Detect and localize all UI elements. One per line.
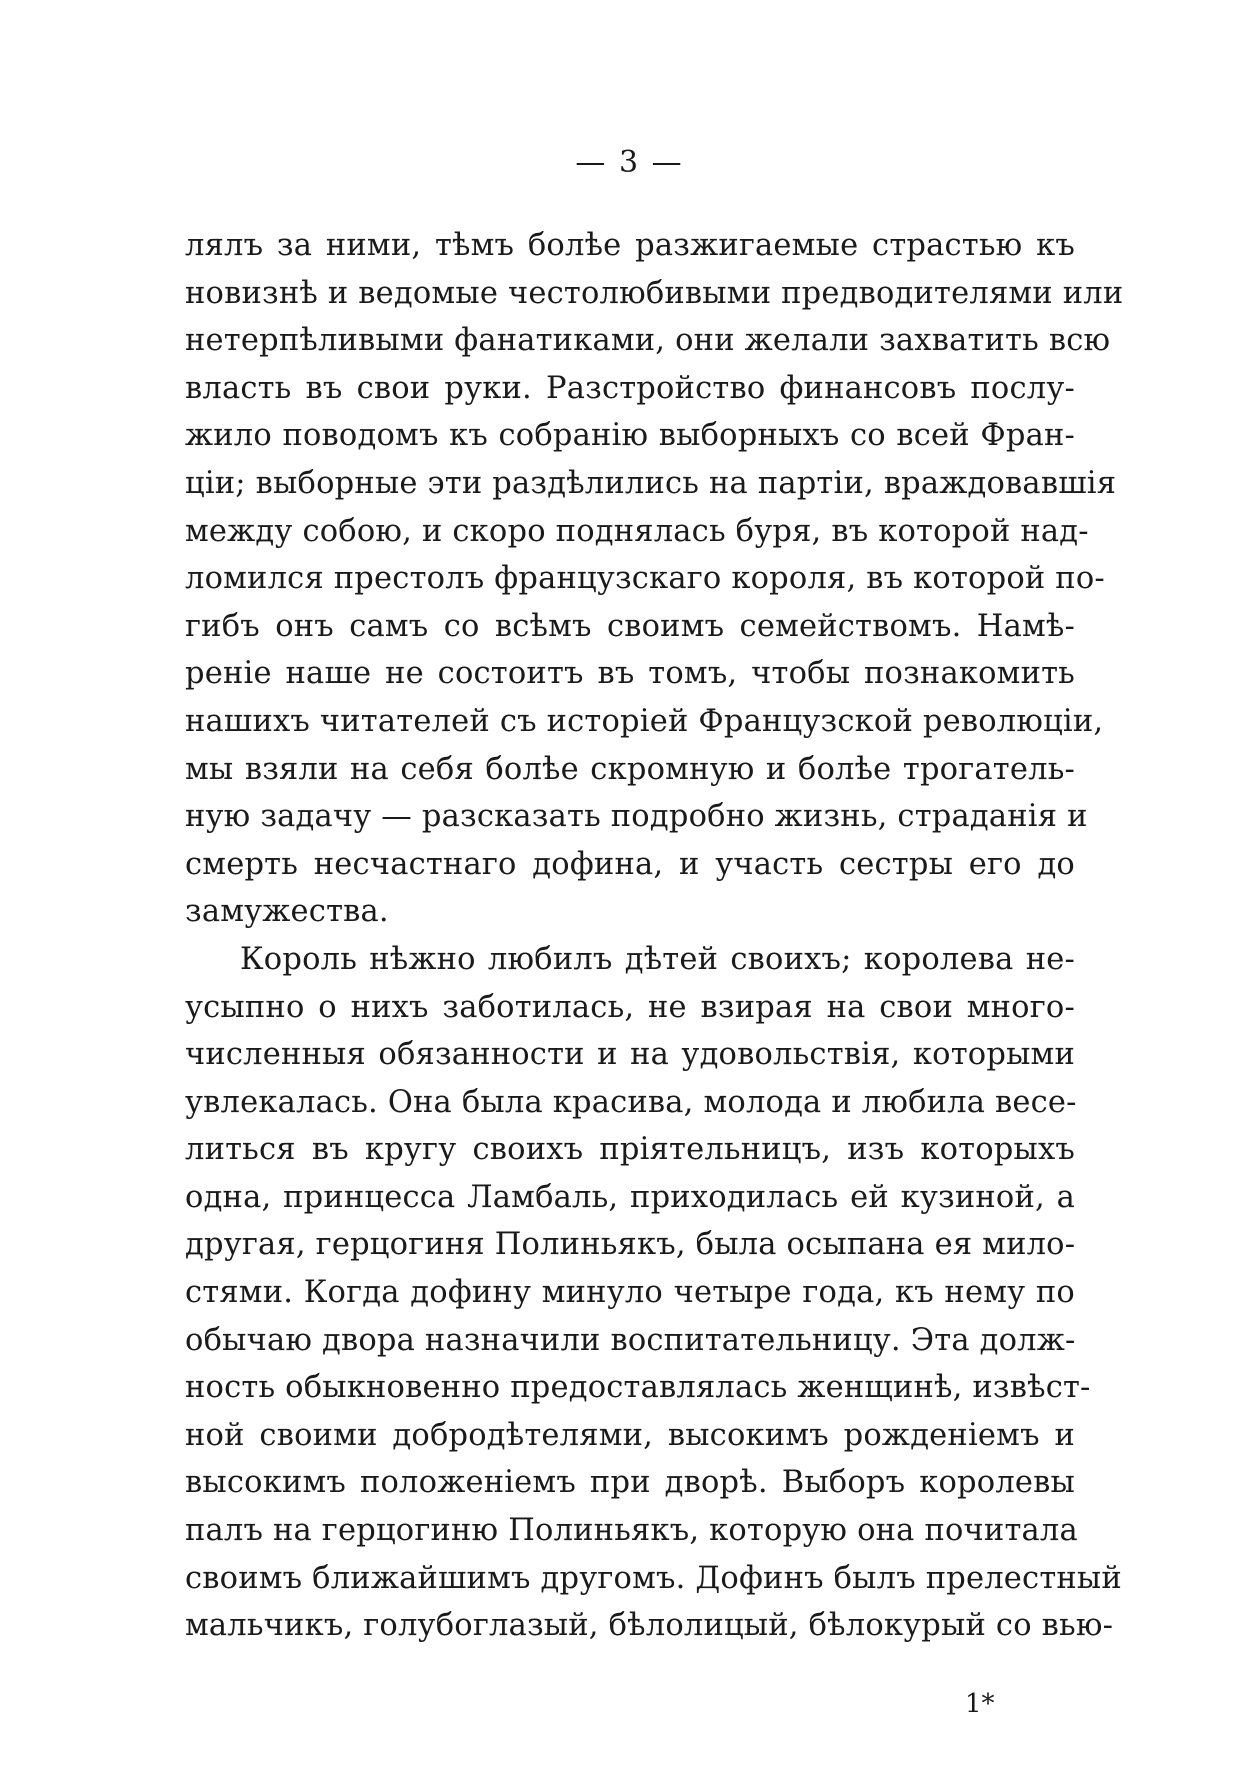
text-line: ціи; выборные эти раздѣлились на партіи, враждовавшія — [185, 465, 1117, 501]
text-line: литься въ кругу своихъ пріятельницъ, изъ которыхъ — [185, 1132, 1075, 1168]
text-line: власть въ свои руки. Разстройство финансовъ послу- — [185, 370, 1075, 406]
text-line: лялъ за ними, тѣмъ болѣе разжигаемые страстью къ — [185, 228, 1075, 263]
body-text — [185, 222, 1124, 1650]
text-line: гибъ онъ самъ со всѣмъ своимъ семействомъ. Намѣ- — [185, 608, 1075, 644]
text-line: новизнѣ и ведомые честолюбивыми предводителями или — [185, 275, 1124, 311]
text-line: увлекалась. Она была красива, молода и любила весе- — [185, 1084, 1077, 1120]
text-line: замужества. — [185, 894, 389, 930]
text-line: высокимъ положеніемъ при дворѣ. Выборъ королевы — [185, 1465, 1075, 1501]
text-line: численныя обязанности и на удовольствія, которыми — [185, 1037, 1075, 1073]
printer-signature-mark: 1* — [965, 1689, 995, 1719]
text-line: Король нѣжно любилъ дѣтей своихъ; королева не- — [240, 941, 1075, 977]
text-line: ность обыкновенно предоставлялась женщинѣ, извѣст- — [185, 1370, 1091, 1406]
text-line: смерть несчастнаго дофина, и участь сестры его до — [185, 846, 1075, 882]
text-line: стями. Когда дофину минуло четыре года, къ нему по — [185, 1275, 1075, 1311]
text-line: усыпно о нихъ заботилась, не взирая на свои много- — [185, 989, 1075, 1025]
text-line: нашихъ читателей съ исторіей Французской революціи, — [185, 703, 1104, 739]
text-line: палъ на герцогиню Полиньякъ, которую она почитала — [185, 1513, 1078, 1549]
text-line: своимъ ближайшимъ другомъ. Дофинъ былъ прелестный — [185, 1560, 1122, 1596]
text-line: ной своими добродѣтелями, высокимъ рожденіемъ и — [185, 1417, 1075, 1453]
page-number: — 3 — — [575, 145, 684, 180]
text-line: нетерпѣливыми фанатиками, они желали захватить всю — [185, 323, 1111, 359]
text-line: между собою, и скоро поднялась буря, въ которой над- — [185, 513, 1089, 549]
text-line: одна, принцесса Ламбаль, приходилась ей кузиной, а — [185, 1179, 1075, 1215]
text-line: мы взяли на себя болѣе скромную и болѣе трогатель- — [185, 751, 1075, 787]
text-line: ломился престолъ французскаго короля, въ которой по- — [185, 561, 1105, 597]
text-line: мальчикъ, голубоглазый, бѣлолицый, бѣлокурый со вью- — [185, 1608, 1114, 1644]
text-line: другая, герцогиня Полиньякъ, была осыпана ея мило- — [185, 1227, 1076, 1263]
text-line: реніе наше не состоитъ въ томъ, чтобы познакомить — [185, 656, 1075, 692]
text-line: ную задачу — разсказать подробно жизнь, страданія и — [185, 799, 1088, 835]
text-line: жило поводомъ къ собранію выборныхъ со всей Фран- — [185, 418, 1075, 454]
text-line: обычаю двора назначили воспитательницу. Эта долж- — [185, 1322, 1076, 1358]
